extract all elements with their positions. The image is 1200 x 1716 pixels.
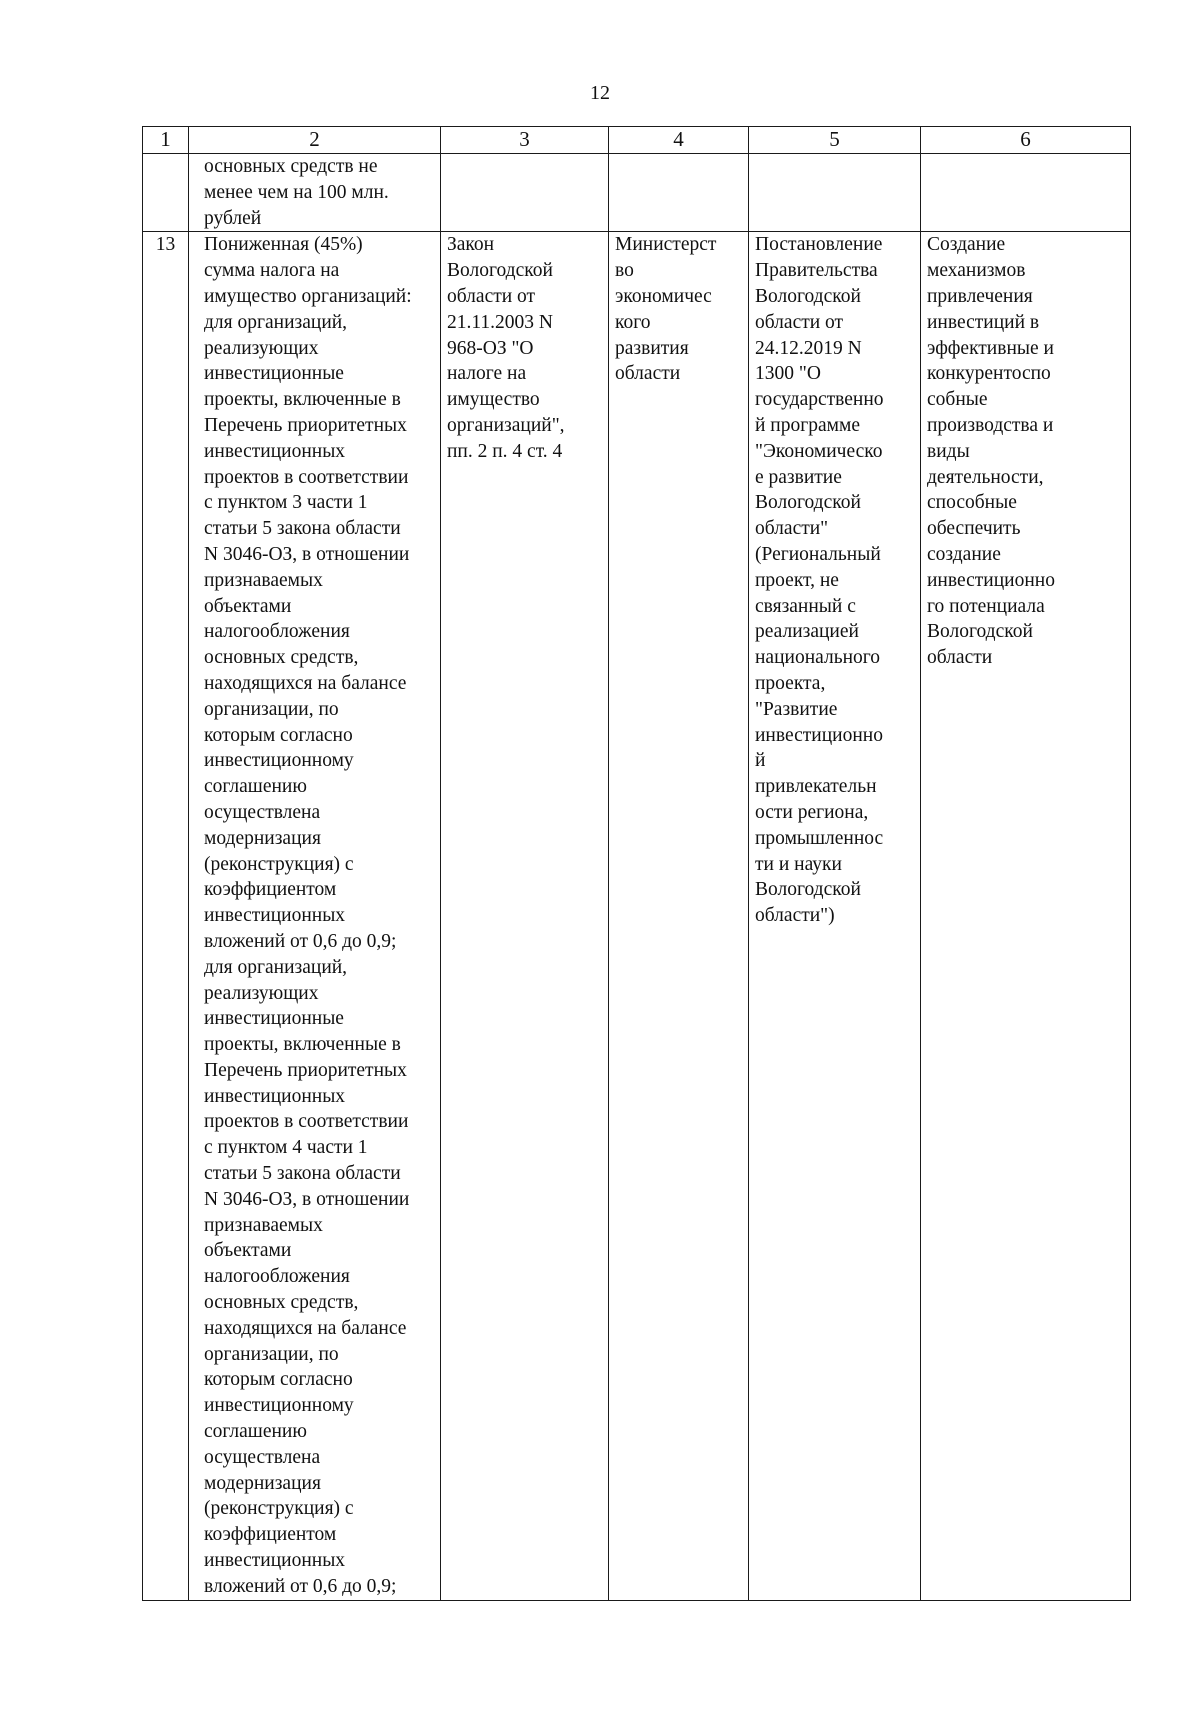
continuation-col-6	[921, 154, 1131, 232]
continuation-col-2: основных средств не менее чем на 100 млн. рублей	[189, 154, 441, 232]
page-number: 12	[590, 82, 610, 104]
row-number: 13	[143, 232, 189, 1600]
table-row	[143, 232, 1131, 1600]
row-13-col-6: Создание механизмов привлечения инвестиций в эффективные и конкурентоспо собные производства и виды деятельности, способные обеспечить создание инвестиционно го потенциала Вологодской области	[921, 232, 1131, 1600]
header-col-4: 4	[609, 127, 749, 154]
table-row	[143, 154, 1131, 232]
continuation-col-5	[749, 154, 921, 232]
header-col-6: 6	[921, 127, 1131, 154]
continuation-col-3	[441, 154, 609, 232]
header-col-1: 1	[143, 127, 189, 154]
continuation-col-4	[609, 154, 749, 232]
row-13-col-3: Закон Вологодской области от 21.11.2003 N 968-ОЗ "О налоге на имущество организаций", пп. 2 п. 4 ст. 4	[441, 232, 609, 1600]
header-col-2: 2	[189, 127, 441, 154]
continuation-col-1	[143, 154, 189, 232]
row-13-col-4: Министерст во экономичес кого развития области	[609, 232, 749, 1600]
row-13-col-5: Постановление Правительства Вологодской области от 24.12.2019 N 1300 "О государственно й программе "Экономическо е развитие Вологодской области" (Региональный проект, не связанный с реализацией национального проекта, "Развитие инвестиционно й привлекательн ости региона, промышленнос ти и науки Вологодской области")	[749, 232, 921, 1600]
header-col-3: 3	[441, 127, 609, 154]
header-col-5: 5	[749, 127, 921, 154]
data-table	[142, 126, 1131, 1601]
row-13-col-2: Пониженная (45%) сумма налога на имущество организаций: для организаций, реализующих инвестиционные проекты, включенные в Перечень приоритетных инвестиционных проектов в соответствии с пунктом 3 части 1 статьи 5 закона области N 3046-ОЗ, в отношении признаваемых объектами налогообложения основных средств, находящихся на балансе организации, по которым согласно инвестиционному соглашению осуществлена модернизация (реконструкция) с коэффициентом инвестиционных вложений от 0,6 до 0,9; для организаций, реализующих инвестиционные проекты, включенные в Перечень приоритетных инвестиционных проектов в соответствии с пунктом 4 части 1 статьи 5 закона области N 3046-ОЗ, в отношении признаваемых объектами налогообложения основных средств, находящихся на балансе организации, по которым согласно инвестиционному соглашению осуществлена модернизация (реконструкция) с коэффициентом инвестиционных вложений от 0,6 до 0,9;	[189, 232, 441, 1600]
table-header-row	[143, 127, 1131, 154]
